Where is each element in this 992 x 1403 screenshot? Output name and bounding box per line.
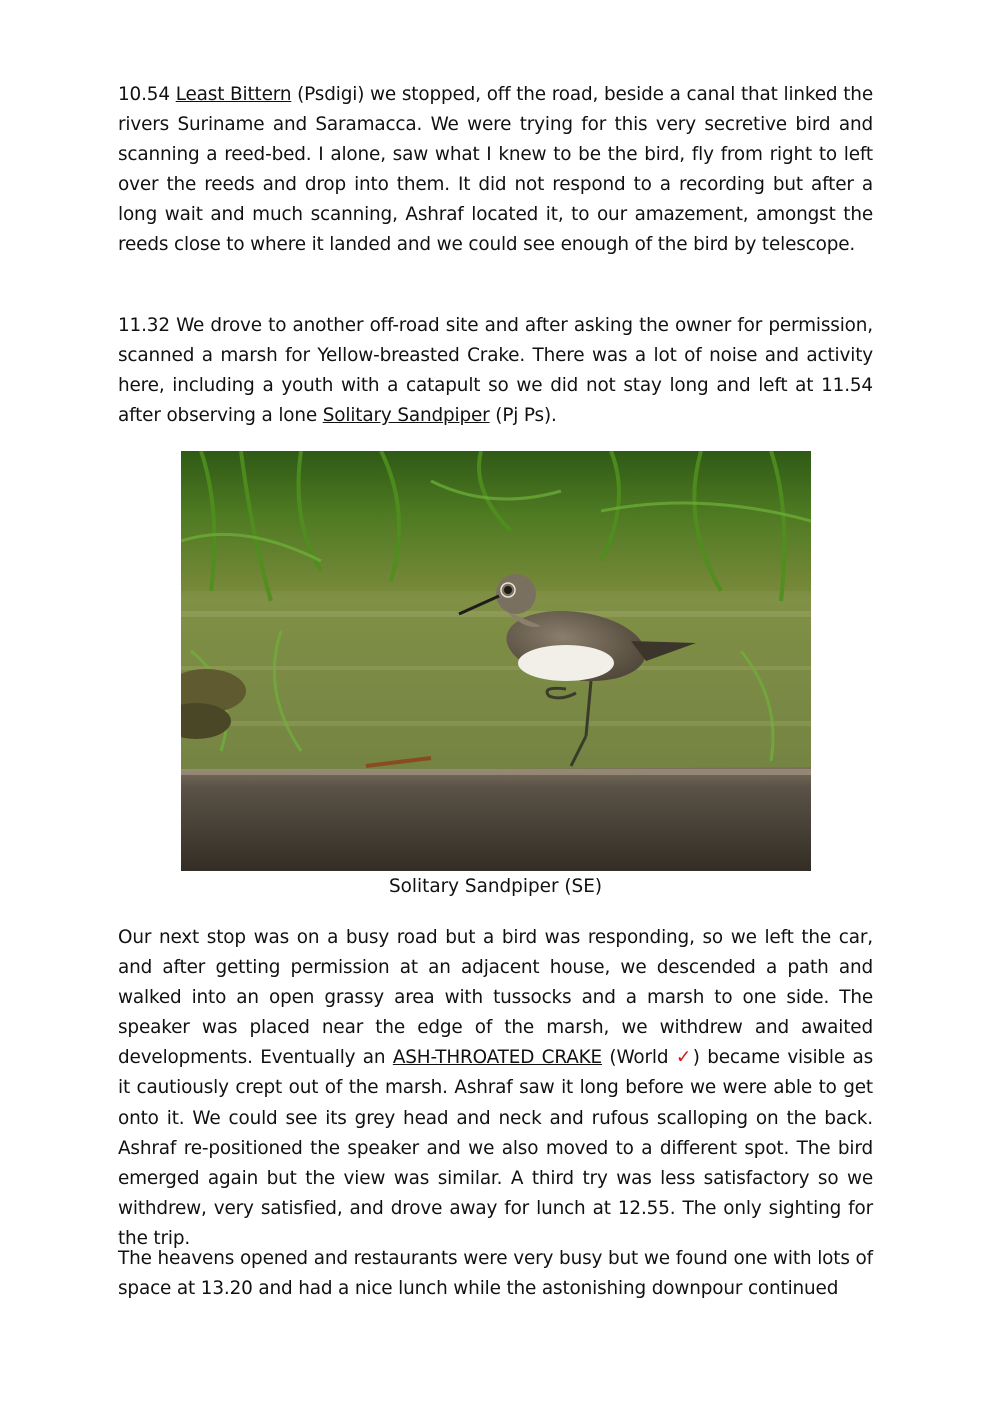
close-paren: ) <box>692 1047 700 1069</box>
paragraph-ash-throated-crake <box>118 923 873 1254</box>
paragraph-text: 11.32 We drove to another off-road site and after asking the owner for permission, scanned a marsh for Yellow-breasted Crake. There was a lot of noise and activity here, including a youth with a catapult so we did not stay long and left at 11.54 after observing a lone <box>118 315 873 427</box>
photo-caption: Solitary Sandpiper (SE) <box>388 876 602 897</box>
paragraph-lunch <box>118 1244 873 1304</box>
paragraph-solitary-sandpiper <box>118 311 873 431</box>
paragraph-text: (Psdigi) we stopped, off the road, beside a canal that linked the rivers Suriname and Saramacca. We were trying for this very secretive bird and scanning a reed-bed. I alone, saw what I knew to be the bird, fly from right to left over the reeds and drop into them. It did not respond to a recording but after a long wait and much scanning, Ashraf located it, to our amazement, amongst the reeds close to where it landed and we could see enough of the bird by telescope. <box>118 84 873 256</box>
paragraph-text: The heavens opened and restaurants were very busy but we found one with lots of space at 13.20 and had a nice lunch while the astonishing downpour continued <box>118 1248 873 1300</box>
species-least-bittern: Least Bittern <box>175 84 292 105</box>
time-label: 10.54 <box>118 84 170 105</box>
species-solitary-sandpiper: Solitary Sandpiper <box>322 405 490 427</box>
paragraph-text: became visible as it cautiously crept out of the marsh. Ashraf saw it long before we were able to get onto it. We could see its grey head and neck and rufous scalloping on the back. Ashraf re-positioned the speaker and we also moved to a different spot. The bird emerged again but the view was similar. A third try was less satisfactory so we withdrew, very satisfied, and drove away for lunch at 12.55. The only sighting for the trip. <box>118 1047 873 1249</box>
paragraph-text: (Pj Ps). <box>495 405 557 427</box>
solitary-sandpiper-photo <box>181 451 811 871</box>
species-ash-throated-crake: ASH-THROATED CRAKE <box>392 1047 603 1069</box>
paragraph-text: Our next stop was on a busy road but a bird was responding, so we left the car, and after getting permission at an adjacent house, we descended a path and walked into an open grassy area with tussocks and a marsh to one side. The speaker was placed near the edge of the marsh, we withdrew and awaited developments. Eventually an <box>118 927 873 1069</box>
tick-icon: ✓ <box>675 1047 693 1069</box>
paragraph-least-bittern <box>118 80 873 261</box>
world-label: (World <box>609 1047 669 1069</box>
